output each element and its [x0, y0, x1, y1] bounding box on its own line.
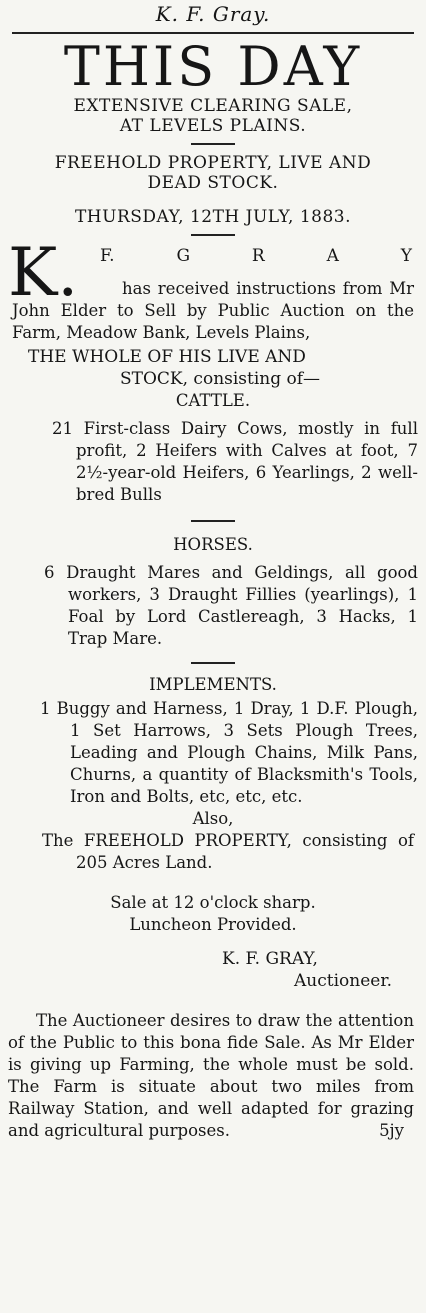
name-letter: F.	[100, 246, 115, 266]
auctioneer-initials	[70, 246, 418, 266]
horses-heading: HORSES.	[173, 535, 253, 554]
sale-date: THURSDAY, 12TH JULY, 1883.	[74, 207, 352, 227]
ad-title: THIS DAY	[63, 35, 363, 98]
auctioneer-name: K. F. GRAY,	[222, 949, 318, 969]
auctioneer-title: Auctioneer.	[294, 971, 392, 991]
whole-line-1: THE WHOLE OF HIS LIVE AND	[28, 347, 306, 367]
top-rule	[12, 32, 414, 34]
also-label: Also,	[192, 809, 234, 828]
running-head: K. F. Gray.	[155, 2, 271, 26]
freehold-property: The FREEHOLD PROPERTY, consisting of 205 Acres Land.	[42, 831, 414, 872]
subtitle-line-2: AT LEVELS PLAINS.	[119, 116, 307, 136]
sale-time: Sale at 12 o'clock sharp.	[110, 893, 316, 912]
horses-list: 6 Draught Mares and Geldings, all good workers, 3 Draught Fillies (yearlings), 1 Foal by Lord Castlereagh, 3 Hacks, 1 Trap Mare.	[44, 563, 418, 648]
name-letter: R	[251, 246, 265, 266]
ad-code: 5jy	[379, 1121, 404, 1140]
notice-text: The Auctioneer desires to draw the attention of the Public to this bona fide Sale. As Mr Elder is giving up Farming, the whole must be sold. The Farm is situate about two miles from Railway Station, and well adapted for grazing and agricultural purposes.	[8, 1011, 414, 1140]
property-line-1: FREEHOLD PROPERTY, LIVE AND	[54, 153, 372, 173]
cattle-heading: CATTLE.	[175, 391, 251, 410]
divider	[191, 662, 235, 664]
drop-cap: K.	[8, 234, 79, 311]
name-letter: A	[326, 246, 339, 266]
whole-line-2: STOCK, consisting of—	[120, 369, 321, 389]
implements-list: 1 Buggy and Harness, 1 Dray, 1 D.F. Plough, 1 Set Harrows, 3 Sets Plough Trees, Leading and Plough Chains, Milk Pans, Churns, a quantity of Blacksmith's Tools, Iron and Bolts, etc, etc, etc.	[40, 699, 418, 806]
auctioneer-notice	[8, 1010, 418, 1142]
divider	[191, 234, 235, 236]
subtitle-line-1: EXTENSIVE CLEARING SALE,	[73, 96, 353, 116]
divider	[191, 520, 235, 522]
name-letter: G	[176, 246, 191, 266]
intro-text: has received instructions from Mr John Elder to Sell by Public Auction on the Farm, Meadow Bank, Levels Plains,	[12, 279, 414, 342]
name-letter: Y	[400, 246, 412, 266]
implements-heading: IMPLEMENTS.	[149, 675, 277, 694]
cattle-list: 21 First-class Dairy Cows, mostly in full profit, 2 Heifers with Calves at foot, 7 2½-year-old Heifers, 6 Yearlings, 2 well-bred Bulls	[52, 419, 418, 504]
divider	[191, 143, 235, 145]
property-line-2: DEAD STOCK.	[147, 173, 279, 193]
luncheon: Luncheon Provided.	[129, 915, 297, 934]
